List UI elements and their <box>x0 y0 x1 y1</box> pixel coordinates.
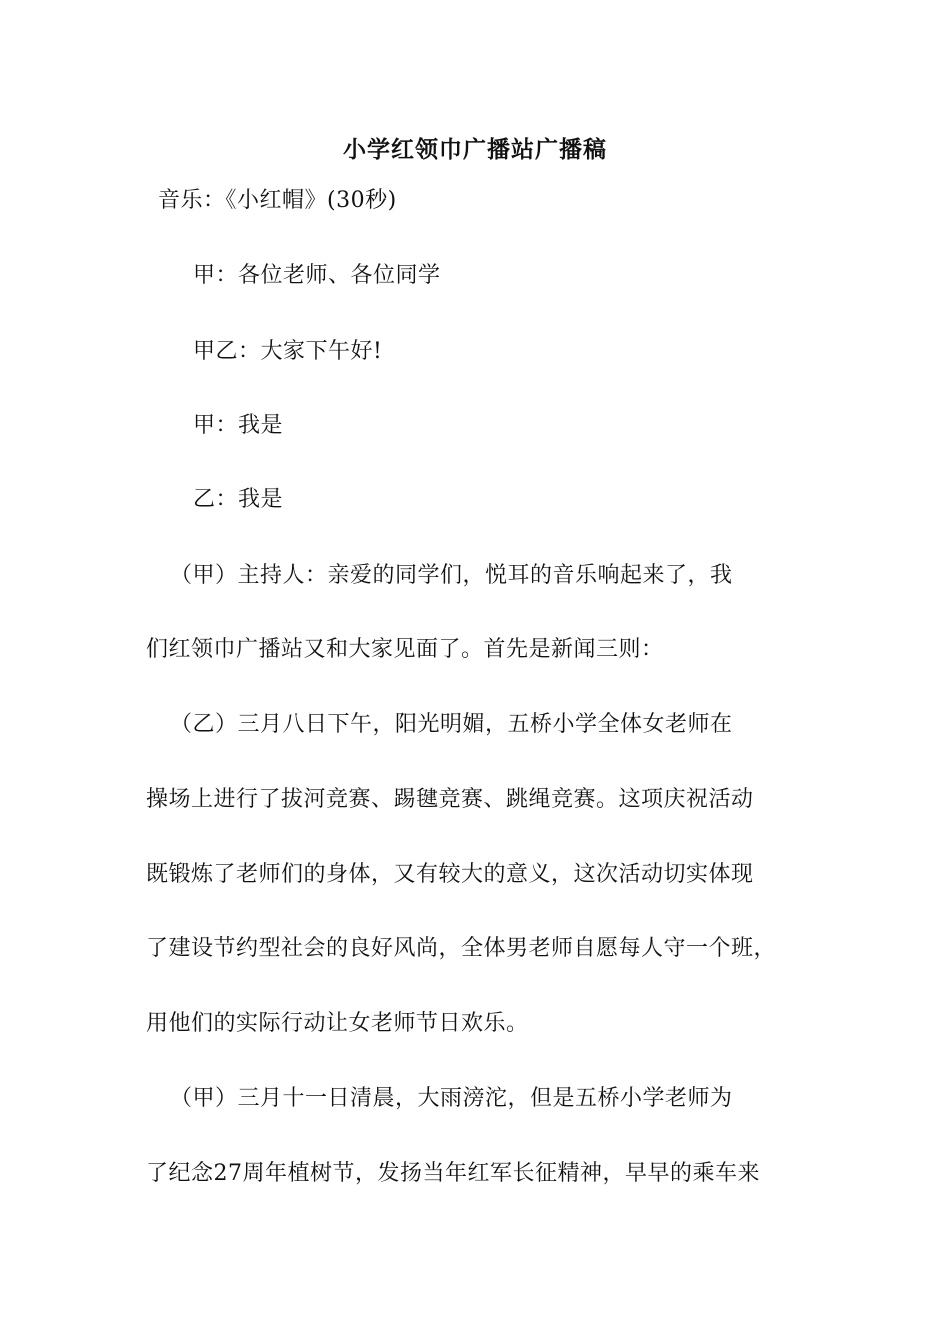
script-line: 甲乙：大家下午好! <box>193 339 383 364</box>
paragraph-line: 既锻炼了老师们的身体，又有较大的意义，这次活动切实体现 <box>146 862 754 887</box>
paragraph-line: （甲）主持人：亲爱的同学们，悦耳的音乐响起来了，我 <box>170 563 733 588</box>
paragraph-line: （乙）三月八日下午，阳光明媚，五桥小学全体女老师在 <box>170 712 733 737</box>
script-line: 甲：我是 <box>193 413 284 438</box>
paragraph-line: 了建设节约型社会的良好风尚，全体男老师自愿每人守一个班， <box>146 936 777 961</box>
script-line: 乙：我是 <box>193 487 284 512</box>
document-title: 小学红领巾广播站广播稿 <box>343 136 607 163</box>
paragraph-line: 操场上进行了拔河竞赛、踢毽竞赛、跳绳竞赛。这项庆祝活动 <box>146 787 754 812</box>
paragraph-line: 了纪念27周年植树节，发扬当年红军长征精神，早早的乘车来 <box>146 1161 760 1186</box>
script-line: 甲：各位老师、各位同学 <box>193 263 441 288</box>
paragraph-line: 们红领巾广播站又和大家见面了。首先是新闻三则： <box>146 637 664 662</box>
paragraph-line: 用他们的实际行动让女老师节日欢乐。 <box>146 1011 529 1036</box>
music-cue-line: 音乐：《小红帽》(30秒) <box>158 188 397 213</box>
paragraph-line: （甲）三月十一日清晨，大雨滂沱，但是五桥小学老师为 <box>170 1086 733 1111</box>
